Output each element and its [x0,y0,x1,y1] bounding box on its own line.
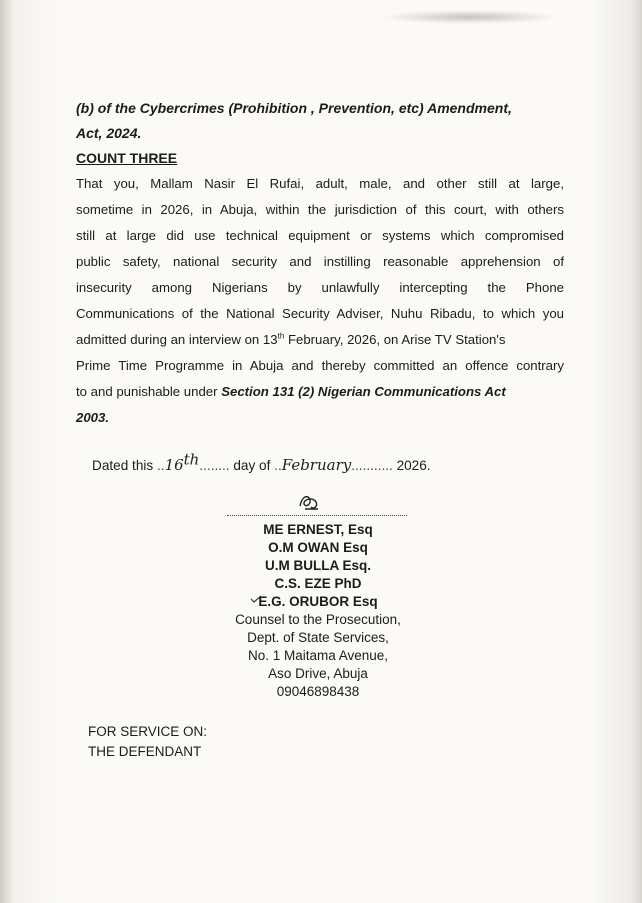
counsel-phone: 09046898438 [276,684,360,699]
service-block [88,722,207,762]
page-shadow [380,10,560,24]
paragraph-line: admitted during an interview on 13th February, 2026, on Arise TV Station's [76,331,506,347]
signature-mark [296,490,324,514]
paragraph-line: Communications of the National Security Adviser, Nuhu Ribadu, to which you [76,306,564,321]
handwritten-day: 16 [164,456,184,474]
paragraph-line: That you, Mallam Nasir El Rufai, adult, male, and other still at large, [76,176,564,191]
paragraph-line: sometime in 2026, in Abuja, within the jurisdiction of this court, with others [76,202,564,217]
dated-line: Dated this ..16th........ day of ..February........... 2026. [92,450,431,474]
paragraph-line: public safety, national security and instilling reasonable apprehension of [76,254,564,269]
counsel-name: E.G. ORUBOR Esq [258,594,378,609]
paragraph-line: still at large did use technical equipment or systems which compromised [76,228,564,243]
counsel-name: O.M OWAN Esq [268,540,368,555]
counsel-name: U.M BULLA Esq. [265,558,371,573]
header-line-1: (b) of the Cybercrimes (Prohibition , Prevention, etc) Amendment, [76,100,512,116]
paragraph-line: insecurity among Nigerians by unlawfully intercepting the Phone [76,280,564,295]
counsel-dept: Dept. of State Services, [247,630,389,645]
service-party: THE DEFENDANT [88,744,202,759]
counsel-name: ME ERNEST, Esq [263,522,373,537]
counsel-address: Aso Drive, Abuja [268,666,368,681]
counsel-address: No. 1 Maitama Avenue, [247,648,389,663]
handwritten-month: February [281,456,352,474]
paragraph-line: Prime Time Programme in Abuja and thereby committed an offence contrary [76,358,564,373]
paragraph-line: 2003. [76,410,110,425]
paragraph-line: to and punishable under Section 131 (2) Nigerian Communications Act [76,384,506,399]
header-line-2: Act, 2024. [76,125,142,141]
count-title: COUNT THREE [76,150,178,166]
counsel-block [224,521,412,701]
counsel-name: C.S. EZE PhD [274,576,362,591]
service-label: FOR SERVICE ON: [88,724,208,739]
tick-mark [250,594,262,604]
signature-line [227,515,407,516]
counsel-role: Counsel to the Prosecution, [235,612,401,627]
